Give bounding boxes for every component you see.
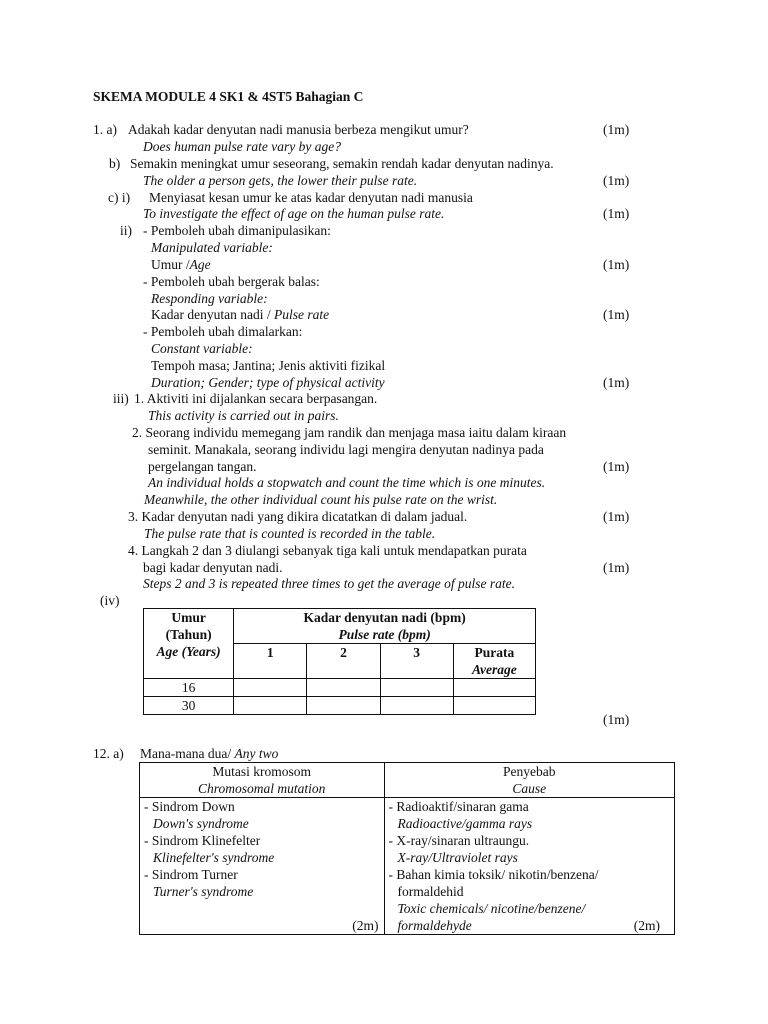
empty-cell [380,697,453,715]
mutation-list [140,798,385,935]
q1ci-aim-en: To investigate the effect of age on the human pulse rate. [143,206,445,221]
age-cell: 16 [144,679,234,697]
q1a-question-ms: Adakah kadar denyutan nadi manusia berbeza mengikut umur? [128,122,469,137]
cause-list [384,798,675,935]
empty-cell [234,679,307,697]
constant-value-en: Duration; Gender; type of physical activity [151,375,385,390]
manipulated-value: Umur /Age [151,257,211,272]
q1b-number: b) [109,156,121,171]
list-item: - Sindrom Turner [144,867,238,882]
list-item: formaldehyde [397,918,472,933]
mark-step4: (1m) [603,560,630,575]
manipulated-label-en: Manipulated variable: [151,240,273,255]
q1a-number: 1. a) [93,122,117,137]
header-average: Purata Average [453,644,535,679]
mark-step3: (1m) [603,509,630,524]
list-item: formaldehid [397,884,464,899]
step1-ms: 1. Aktiviti ini dijalankan secara berpasangan. [134,391,378,406]
step1-en: This activity is carried out in pairs. [148,408,339,423]
pulse-rate-table [143,608,536,715]
empty-cell [234,697,307,715]
empty-cell [453,679,535,697]
step2-ms-line2: seminit. Manakala, seorang individu lagi mengira denyutan nadinya pada [148,442,544,457]
empty-cell [380,679,453,697]
list-item: - Sindrom Klinefelter [144,833,261,848]
header-cause: Penyebab Cause [384,763,675,798]
header-mutation: Mutasi kromosom Chromosomal mutation [140,763,385,798]
list-item: Down's syndrome [153,816,249,831]
q1b-hypothesis-ms: Semakin meningkat umur seseorang, semakin rendah kadar denyutan nadinya. [130,156,554,171]
responding-label-ms: - Pemboleh ubah bergerak balas: [143,274,320,289]
responding-label-en: Responding variable: [151,291,268,306]
header-trial-1: 1 [234,644,307,679]
responding-value: Kadar denyutan nadi / Pulse rate [151,307,330,322]
mark-constant: (1m) [603,375,630,390]
mark-q1ci: (1m) [603,206,630,221]
header-trial-2: 2 [307,644,380,679]
q1b-hypothesis-en: The older a person gets, the lower their pulse rate. [143,173,418,188]
q1cii-number: ii) [120,223,132,238]
table-row [144,697,536,715]
step2-ms-line1: 2. Seorang individu memegang jam randik dan menjaga masa iaitu dalam kiraan [132,425,567,440]
mark-q1a: (1m) [603,122,630,137]
list-item: Klinefelter's syndrome [153,850,275,865]
q1ciii-number: iii) [113,391,129,406]
list-item: Turner's syndrome [153,884,254,899]
list-item: - Radioaktif/sinaran gama [388,799,529,814]
mark-responding: (1m) [603,307,630,322]
empty-cell [453,697,535,715]
step3-ms: 3. Kadar denyutan nadi yang dikira dicatatkan di dalam jadual. [128,509,468,524]
q1a-question-en: Does human pulse rate vary by age? [143,139,341,154]
mark-table: (1m) [603,712,630,727]
header-pulse-rate: Kadar denyutan nadi (bpm) Pulse rate (bpm) [234,609,536,644]
document-title: SKEMA MODULE 4 SK1 & 4ST5 Bahagian C [93,89,364,104]
age-cell: 30 [144,697,234,715]
q1ci-number: c) i) [108,190,131,205]
step2-en-line2: Meanwhile, the other individual count his pulse rate on the wrist. [144,492,498,507]
mark-step2: (1m) [603,459,630,474]
q1civ-number: (iv) [100,593,120,608]
q12a-intro: Mana-mana dua/ Any two [140,746,279,761]
mark-manipulated: (1m) [603,257,630,272]
mark-mutation: (2m) [352,918,379,933]
list-item: X-ray/Ultraviolet rays [397,850,518,865]
empty-cell [307,679,380,697]
header-trial-3: 3 [380,644,453,679]
step3-en: The pulse rate that is counted is recorded in the table. [144,526,436,541]
step4-en: Steps 2 and 3 is repeated three times to get the average of pulse rate. [143,576,516,591]
mark-q1b: (1m) [603,173,630,188]
step2-ms-line3: pergelangan tangan. [148,459,257,474]
list-item: - X-ray/sinaran ultraungu. [388,833,530,848]
constant-value-ms: Tempoh masa; Jantina; Jenis aktiviti fizikal [151,358,386,373]
list-item: Radioactive/gamma rays [397,816,533,831]
manipulated-label-ms: - Pemboleh ubah dimanipulasikan: [143,223,331,238]
step2-en-line1: An individual holds a stopwatch and count the time which is one minutes. [148,475,546,490]
q12a-number: 12. a) [93,746,124,761]
header-age: Umur (Tahun) Age (Years) [144,609,234,679]
list-item: - Bahan kimia toksik/ nikotin/benzena/ [388,867,599,882]
table-row [144,679,536,697]
q1ci-aim-ms: Menyiasat kesan umur ke atas kadar denyutan nadi manusia [149,190,473,205]
list-item: Toxic chemicals/ nicotine/benzene/ [397,901,586,916]
list-item: - Sindrom Down [144,799,235,814]
empty-cell [307,697,380,715]
step4-ms-line1: 4. Langkah 2 dan 3 diulangi sebanyak tiga kali untuk mendapatkan purata [128,543,527,558]
constant-label-en: Constant variable: [151,341,253,356]
mutation-table [139,762,675,935]
step4-ms-line2: bagi kadar denyutan nadi. [143,560,283,575]
mark-cause: (2m) [633,918,660,933]
constant-label-ms: - Pemboleh ubah dimalarkan: [143,324,303,339]
